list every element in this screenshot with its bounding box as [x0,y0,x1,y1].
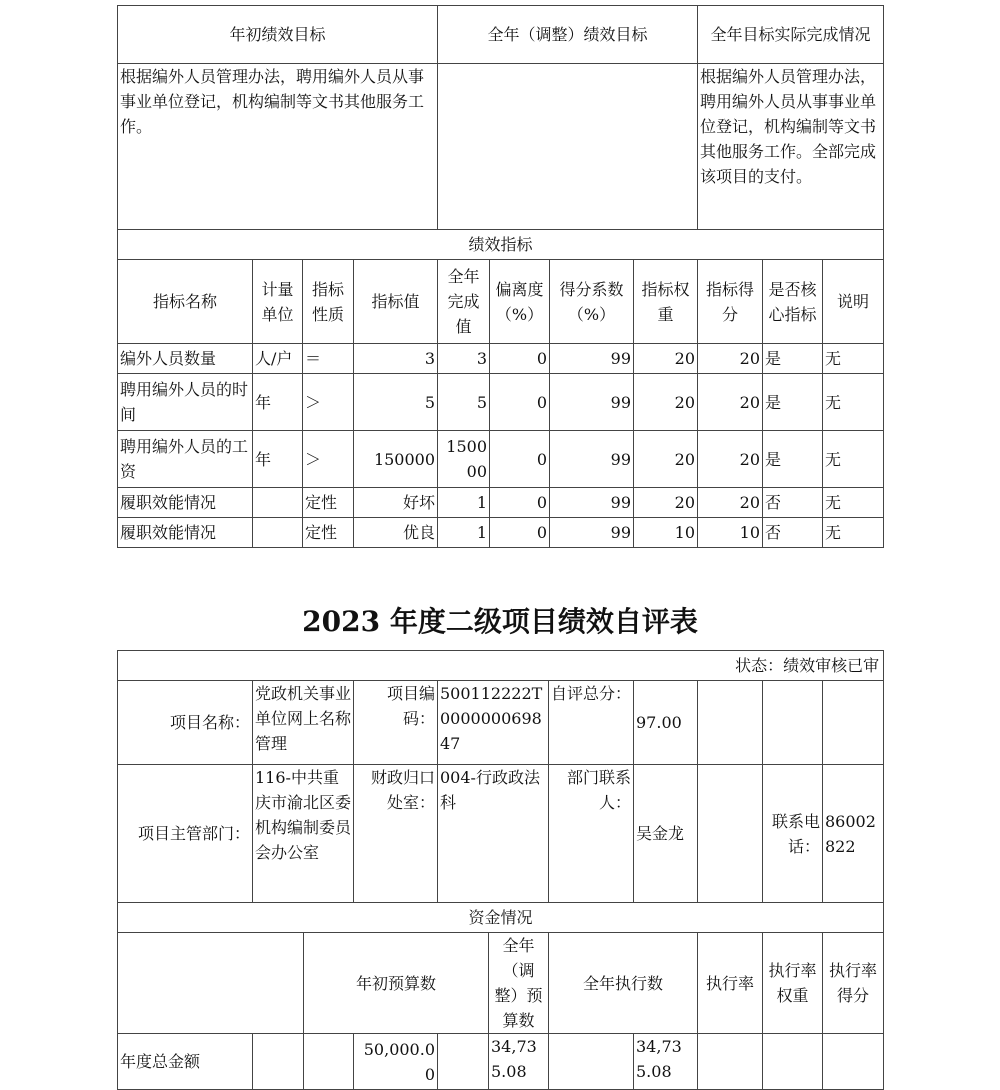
project-name-label: 项目名称： [118,681,253,765]
indicator-note: 无 [823,374,884,431]
header-initial-goal: 年初绩效目标 [118,6,438,64]
indicator-weight: 20 [634,374,698,431]
col-header-weight: 指标权重 [634,260,698,344]
col-header-core: 是否核心指标 [763,260,823,344]
contact-label: 部门联系人： [549,765,634,903]
indicator-unit [253,488,303,518]
indicator-score: 20 [698,344,763,374]
adjusted-goal-text [438,64,698,230]
col-header-nature: 指标性质 [303,260,354,344]
phone-label: 联系电话： [763,765,823,903]
funds-section-title: 资金情况 [118,903,884,933]
funds-col-rate-score: 执行率得分 [823,933,884,1034]
col-header-note: 说明 [823,260,884,344]
contact-value: 吴金龙 [634,765,698,903]
indicator-score: 20 [698,488,763,518]
total-initial-value: 50,000.00 [354,1034,438,1090]
indicator-done: 1 [438,488,490,518]
phone-value: 86002822 [823,765,884,903]
department-label: 项目主管部门： [118,765,253,903]
col-header-unit: 计量单位 [253,260,303,344]
department-value: 116-中共重庆市渝北区委机构编制委员会办公室 [253,765,354,903]
funds-col-rate-weight: 执行率权重 [763,933,823,1034]
indicator-value: 好坏 [354,488,438,518]
table-row [118,344,884,374]
indicator-name: 编外人员数量 [118,344,253,374]
indicator-weight: 20 [634,488,698,518]
indicator-nature: 定性 [303,488,354,518]
finance-office-label: 财政归口处室： [354,765,438,903]
indicator-unit [253,518,303,548]
col-header-done: 全年完成值 [438,260,490,344]
indicator-deviation: 0 [490,431,550,488]
indicator-note: 无 [823,518,884,548]
funds-col-initial: 年初预算数 [304,933,489,1034]
status-badge: 状态：绩效审核已审 [118,651,884,681]
indicator-name: 聘用编外人员的工资 [118,431,253,488]
indicator-value: 5 [354,374,438,431]
indicator-deviation: 0 [490,518,550,548]
indicator-nature: ＞ [303,374,354,431]
indicator-core: 否 [763,488,823,518]
finance-office-value: 004-行政政法科 [438,765,549,903]
header-actual-completion: 全年目标实际完成情况 [698,6,884,64]
table-row [118,488,884,518]
indicator-done: 1 [438,518,490,548]
indicator-value: 150000 [354,431,438,488]
indicator-weight: 10 [634,518,698,548]
table-row [118,518,884,548]
indicator-coefficient: 99 [550,344,634,374]
indicator-done: 150000 [438,431,490,488]
indicator-unit: 年 [253,374,303,431]
indicator-note: 无 [823,431,884,488]
col-header-coefficient: 得分系数（%） [550,260,634,344]
indicator-nature: ＞ [303,431,354,488]
indicator-nature: 定性 [303,518,354,548]
funds-col-adjusted: 全年（调整）预算数 [489,933,549,1034]
indicator-core: 是 [763,344,823,374]
indicator-coefficient: 99 [550,374,634,431]
indicator-note: 无 [823,488,884,518]
indicator-core: 是 [763,431,823,488]
funds-col-executed: 全年执行数 [549,933,698,1034]
project-name-value: 党政机关事业单位网上名称管理 [253,681,354,765]
indicator-coefficient: 99 [550,488,634,518]
indicator-core: 是 [763,374,823,431]
col-header-value: 指标值 [354,260,438,344]
initial-goal-text: 根据编外人员管理办法，聘用编外人员从事事业单位登记，机构编制等文书其他服务工作。 [118,64,438,230]
indicator-coefficient: 99 [550,431,634,488]
self-score-label: 自评总分： [549,681,634,765]
col-header-score: 指标得分 [698,260,763,344]
indicator-nature: ＝ [303,344,354,374]
total-adjusted-value: 34,735.08 [489,1034,549,1090]
project-self-evaluation-table [117,650,884,1090]
table-row [118,374,884,431]
indicator-unit: 年 [253,431,303,488]
indicator-weight: 20 [634,431,698,488]
indicator-deviation: 0 [490,344,550,374]
indicator-score: 20 [698,374,763,431]
indicator-coefficient: 99 [550,518,634,548]
indicators-section-title: 绩效指标 [118,230,884,260]
project-code-label: 项目编码： [354,681,438,765]
indicator-name: 履职效能情况 [118,488,253,518]
indicator-score: 20 [698,431,763,488]
indicator-value: 3 [354,344,438,374]
total-amount-label: 年度总金额 [118,1034,253,1090]
report-title: 2023 年度二级项目绩效自评表 [302,605,698,638]
indicator-done: 5 [438,374,490,431]
indicator-score: 10 [698,518,763,548]
project-code-value: 500112222T000000069847 [438,681,549,765]
indicator-deviation: 0 [490,488,550,518]
actual-completion-text: 根据编外人员管理办法，聘用编外人员从事事业单位登记，机构编制等文书其他服务工作。全部完成该项目的支付。 [698,64,884,230]
indicator-value: 优良 [354,518,438,548]
indicator-note: 无 [823,344,884,374]
indicator-deviation: 0 [490,374,550,431]
indicator-weight: 20 [634,344,698,374]
indicator-name: 履职效能情况 [118,518,253,548]
table-row [118,1034,884,1090]
total-executed-value: 34,735.08 [634,1034,698,1090]
self-score-value: 97.00 [634,681,698,765]
performance-indicator-table [117,5,884,548]
indicator-unit: 人/户 [253,344,303,374]
col-header-deviation: 偏离度（%） [490,260,550,344]
indicator-name: 聘用编外人员的时间 [118,374,253,431]
funds-col-rate: 执行率 [698,933,763,1034]
indicator-core: 否 [763,518,823,548]
col-header-name: 指标名称 [118,260,253,344]
indicator-done: 3 [438,344,490,374]
table-row [118,431,884,488]
header-adjusted-goal: 全年（调整）绩效目标 [438,6,698,64]
